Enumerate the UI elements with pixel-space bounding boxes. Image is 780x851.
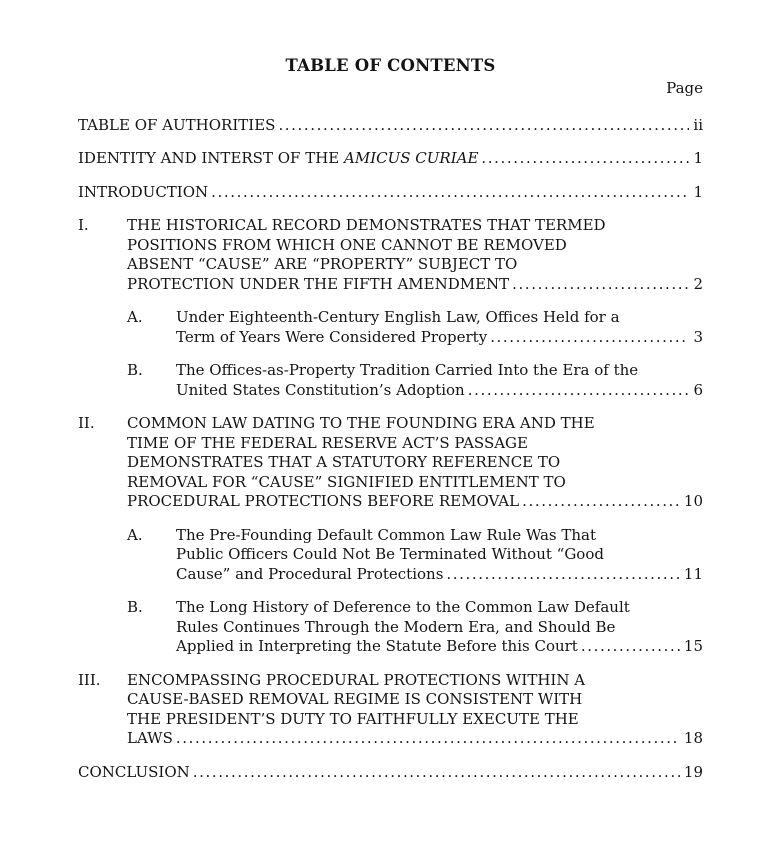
toc-line-text — [127, 453, 560, 471]
toc-entry-number: A. — [127, 308, 143, 326]
toc-line-text — [176, 618, 615, 636]
toc-entry-text — [127, 414, 703, 512]
toc-line-text — [127, 671, 585, 689]
toc-line — [176, 328, 703, 348]
toc-entry-page-number: 2 — [693, 274, 703, 293]
dot-leader — [446, 565, 680, 585]
toc-line-text — [176, 598, 630, 616]
toc-line — [78, 149, 703, 169]
toc-entry-page-number: 18 — [683, 729, 703, 747]
toc-line-text — [176, 545, 604, 563]
toc-entry-page-number: 10 — [683, 492, 703, 510]
toc-line-text — [176, 637, 578, 657]
toc-entry-page-number: 3 — [693, 327, 703, 346]
toc-line — [127, 729, 703, 749]
text-segment: Cause” and Procedural Protections — [176, 564, 444, 583]
toc-line-text — [176, 328, 487, 348]
toc-line-text — [176, 308, 620, 326]
toc-line — [78, 183, 703, 203]
toc-entry-text — [78, 116, 703, 136]
text-segment: Term of Years Were Considered Property — [176, 327, 488, 346]
toc-line — [127, 216, 703, 236]
page-column-header: Page — [666, 79, 703, 97]
toc-line-text — [176, 526, 596, 544]
toc-line — [127, 275, 703, 295]
toc-line-text — [78, 763, 190, 783]
toc-line-text — [127, 236, 567, 254]
toc-line — [127, 434, 703, 454]
toc-line-text — [78, 149, 478, 169]
text-segment: The Long History of Deference to the Common Law Default — [176, 598, 630, 616]
text-segment: ABSENT “CAUSE” ARE “PROPERTY” SUBJECT TO — [127, 255, 518, 273]
toc-entry-page-number: 1 — [693, 182, 703, 201]
toc-entry-text — [78, 149, 703, 169]
text-segment: TABLE OF AUTHORITIES — [78, 115, 276, 134]
text-segment: CAUSE-BASED REMOVAL REGIME IS CONSISTENT WITH — [127, 690, 583, 708]
dot-leader — [522, 492, 680, 512]
toc-line-text — [127, 690, 582, 708]
toc-line — [127, 690, 703, 710]
text-segment: POSITIONS FROM WHICH ONE CANNOT BE REMOVED — [127, 235, 567, 254]
toc-entry-text — [176, 361, 703, 400]
toc-line — [176, 618, 703, 638]
toc-line-text — [176, 381, 465, 401]
dot-leader — [512, 275, 689, 295]
dot-leader — [211, 183, 689, 203]
toc-line-text — [127, 275, 509, 295]
toc-line — [127, 255, 703, 275]
toc-line — [176, 308, 703, 328]
toc-line-text — [78, 116, 275, 136]
toc-line — [127, 671, 703, 691]
toc-line-text — [127, 216, 606, 234]
toc-line — [127, 453, 703, 473]
toc-line-text — [127, 473, 566, 491]
text-segment: Rules Continues Through the Modern Era, and Should Be — [176, 617, 616, 636]
toc-entry-page-number: 19 — [683, 762, 703, 781]
text-segment: Under Eighteenth-Century English Law, Offices Held for a — [176, 308, 620, 326]
text-segment: Public Officers Could Not Be Terminated Without “Good — [176, 545, 604, 563]
toc-entry-text — [78, 763, 703, 783]
text-segment: Applied in Interpreting the Statute Before this Court — [176, 637, 578, 655]
toc-line-text — [78, 183, 208, 203]
toc-line — [127, 710, 703, 730]
toc-entry-text — [176, 308, 703, 347]
dot-leader — [176, 729, 680, 749]
toc-entry — [78, 149, 703, 169]
toc-line-text — [127, 710, 579, 728]
toc-entry-number: B. — [127, 361, 143, 379]
toc-entries — [78, 116, 703, 783]
text-segment: IDENTITY AND INTERST OF THE — [78, 149, 345, 167]
toc-entry-number: A. — [127, 525, 143, 544]
toc-entry-text — [127, 216, 703, 294]
dot-leader — [481, 149, 689, 169]
toc-line — [176, 361, 703, 381]
toc-entry-text — [127, 671, 703, 749]
toc-line — [78, 763, 703, 783]
page-title: TABLE OF CONTENTS — [285, 56, 496, 75]
toc-entry-page-number: 15 — [683, 637, 703, 655]
toc-entry-number: II. — [78, 414, 95, 432]
toc-line-text — [127, 434, 528, 452]
toc-line-text — [176, 361, 638, 379]
toc-entry-page-number: 11 — [683, 564, 703, 583]
toc-line — [176, 565, 703, 585]
text-segment: REMOVAL FOR “CAUSE” SIGNIFIED ENTITLEMENT TO — [127, 472, 566, 491]
toc-line — [78, 116, 703, 136]
text-segment: DEMONSTRATES THAT A STATUTORY REFERENCE TO — [127, 453, 561, 471]
toc-line — [176, 637, 703, 657]
text-segment: LAWS — [127, 729, 173, 747]
toc-entry — [78, 183, 703, 203]
toc-entry-text — [176, 526, 703, 585]
dot-leader — [490, 328, 689, 348]
text-segment: INTRODUCTION — [78, 182, 209, 201]
toc-entry-page-number: 6 — [693, 380, 703, 399]
toc-line-text — [127, 492, 519, 512]
toc-entry — [78, 414, 703, 512]
toc-line — [127, 414, 703, 434]
toc-line — [176, 526, 703, 546]
toc-entry-page-number: 1 — [693, 149, 703, 167]
toc-line — [127, 236, 703, 256]
text-segment: THE HISTORICAL RECORD DEMONSTRATES THAT TERMED — [127, 216, 606, 234]
toc-line — [176, 381, 703, 401]
toc-entry-number: I. — [78, 216, 89, 234]
dot-leader — [193, 763, 680, 783]
toc-entry — [78, 526, 703, 585]
toc-line — [127, 473, 703, 493]
italic-text: AMICUS CURIAE — [344, 149, 479, 167]
toc-line — [176, 545, 703, 565]
toc-line-text — [127, 414, 595, 432]
dot-leader — [581, 637, 680, 657]
toc-entry-text — [176, 598, 703, 657]
toc-entry-page-number: ii — [693, 115, 703, 134]
toc-entry — [78, 598, 703, 657]
text-segment: PROCEDURAL PROTECTIONS BEFORE REMOVAL — [127, 492, 520, 510]
toc-line-text — [127, 729, 173, 749]
toc-entry — [78, 308, 703, 347]
toc-entry — [78, 116, 703, 136]
toc-entry — [78, 763, 703, 783]
toc-entry-number: B. — [127, 598, 143, 616]
toc-entry-number: III. — [78, 670, 101, 689]
toc-entry — [78, 216, 703, 294]
toc-entry — [78, 671, 703, 749]
toc-line-text — [176, 565, 443, 585]
text-segment: COMMON LAW DATING TO THE FOUNDING ERA AND THE — [127, 414, 595, 432]
text-segment: TIME OF THE FEDERAL RESERVE ACT’S PASSAGE — [127, 433, 528, 452]
text-segment: CONCLUSION — [78, 762, 190, 781]
text-segment: The Pre-Founding Default Common Law Rule Was That — [176, 525, 597, 544]
dot-leader — [278, 116, 689, 136]
text-segment: PROTECTION UNDER THE FIFTH AMENDMENT — [127, 274, 510, 293]
toc-entry — [78, 361, 703, 400]
toc-line — [127, 492, 703, 512]
toc-entry-text — [78, 183, 703, 203]
text-segment: ENCOMPASSING PROCEDURAL PROTECTIONS WITHIN A — [127, 670, 586, 689]
toc-line — [176, 598, 703, 618]
dot-leader — [468, 381, 690, 401]
toc-line-text — [127, 255, 517, 273]
text-segment: THE PRESIDENT’S DUTY TO FAITHFULLY EXECUTE THE — [127, 709, 579, 728]
text-segment: The Offices-as-Property Tradition Carried Into the Era of the — [176, 361, 639, 379]
text-segment: United States Constitution’s Adoption — [176, 380, 465, 399]
